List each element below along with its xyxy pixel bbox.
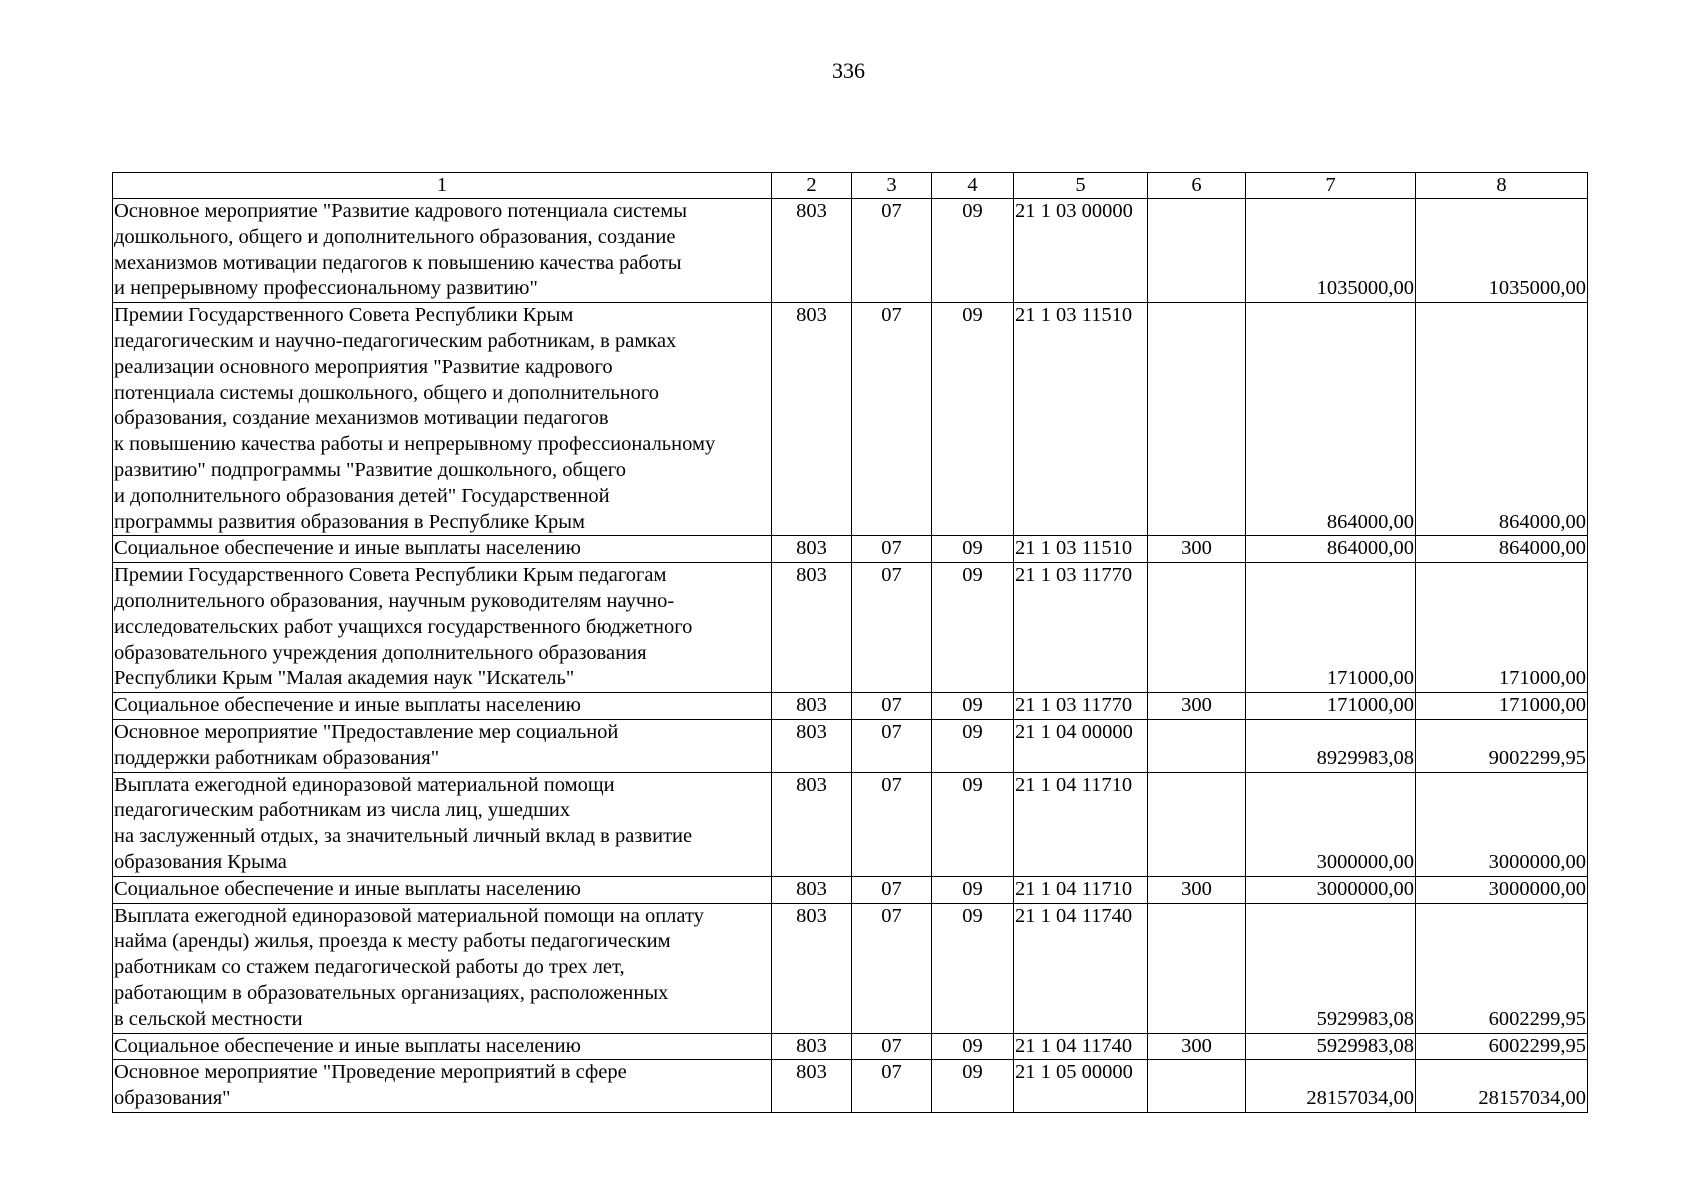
- expense-name-line: Премии Государственного Совета Республики Крым: [114, 304, 574, 327]
- column-header: 7: [1246, 173, 1416, 199]
- ministry-code-cell: 803: [772, 303, 852, 536]
- amount-column-8-cell: 28157034,00: [1416, 1060, 1588, 1113]
- amount-column-8-cell: 9002299,95: [1416, 719, 1588, 772]
- expense-name-line: программы развития образования в Республике Крым: [114, 510, 585, 533]
- subsection-code-cell: 09: [932, 693, 1014, 720]
- expense-name-line: образования": [114, 1087, 231, 1110]
- section-code-cell: 07: [852, 903, 932, 1033]
- table-row: [113, 563, 1588, 693]
- expense-name-line: педагогическим работникам из числа лиц, ушедших: [114, 799, 571, 822]
- target-article-cell: 21 1 03 11770: [1014, 693, 1148, 720]
- expense-name-line: Выплата ежегодной единоразовой материальной помощи на оплату: [114, 904, 704, 927]
- target-article-cell: 21 1 04 00000: [1014, 719, 1148, 772]
- subsection-code-cell: 09: [932, 876, 1014, 903]
- expense-type-cell: [1148, 199, 1246, 303]
- amount-column-7-cell: 171000,00: [1246, 563, 1416, 693]
- section-code-cell: 07: [852, 563, 932, 693]
- table-row: [113, 1033, 1588, 1060]
- expense-name-cell: [113, 772, 772, 876]
- table-row: [113, 772, 1588, 876]
- column-header: 1: [113, 173, 772, 199]
- amount-column-7-cell: 28157034,00: [1246, 1060, 1416, 1113]
- ministry-code-cell: 803: [772, 693, 852, 720]
- page-number: 336: [832, 58, 865, 83]
- expense-name-cell: [113, 199, 772, 303]
- table-row: [113, 719, 1588, 772]
- subsection-code-cell: 09: [932, 719, 1014, 772]
- subsection-code-cell: 09: [932, 1033, 1014, 1060]
- target-article-cell: 21 1 04 11740: [1014, 903, 1148, 1033]
- column-header: 4: [932, 173, 1014, 199]
- expense-type-cell: 300: [1148, 536, 1246, 563]
- table-row: [113, 303, 1588, 536]
- column-header: 2: [772, 173, 852, 199]
- amount-column-7-cell: 3000000,00: [1246, 772, 1416, 876]
- amount-column-8-cell: 1035000,00: [1416, 199, 1588, 303]
- expense-name-line: Социальное обеспечение и иные выплаты населению: [114, 537, 581, 560]
- target-article-cell: 21 1 03 00000: [1014, 199, 1148, 303]
- expense-name-line: Республики Крым "Малая академия наук "Искатель": [114, 667, 575, 690]
- subsection-code-cell: 09: [932, 199, 1014, 303]
- ministry-code-cell: 803: [772, 536, 852, 563]
- expense-name-line: Социальное обеспечение и иные выплаты населению: [114, 694, 581, 717]
- expense-name-line: образования, создание механизмов мотивации педагогов: [114, 407, 609, 430]
- amount-column-7-cell: 1035000,00: [1246, 199, 1416, 303]
- amount-column-7-cell: 8929983,08: [1246, 719, 1416, 772]
- amount-column-8-cell: 3000000,00: [1416, 772, 1588, 876]
- expense-name-line: дошкольного, общего и дополнительного образования, создание: [114, 225, 676, 248]
- expense-name-line: развитию" подпрограммы "Развитие дошкольного, общего: [114, 458, 627, 481]
- expense-name-line: на заслуженный отдых, за значительный личный вклад в развитие: [114, 825, 693, 848]
- target-article-cell: 21 1 03 11510: [1014, 536, 1148, 563]
- expense-name-cell: [113, 563, 772, 693]
- ministry-code-cell: 803: [772, 903, 852, 1033]
- expense-name-line: исследовательских работ учащихся государственного бюджетного: [114, 615, 693, 638]
- amount-column-8-cell: 6002299,95: [1416, 903, 1588, 1033]
- expense-type-cell: [1148, 303, 1246, 536]
- amount-column-8-cell: 6002299,95: [1416, 1033, 1588, 1060]
- expense-type-cell: [1148, 903, 1246, 1033]
- subsection-code-cell: 09: [932, 903, 1014, 1033]
- expense-type-cell: [1148, 1060, 1246, 1113]
- amount-column-7-cell: 171000,00: [1246, 693, 1416, 720]
- column-header: 5: [1014, 173, 1148, 199]
- target-article-cell: 21 1 04 11740: [1014, 1033, 1148, 1060]
- subsection-code-cell: 09: [932, 536, 1014, 563]
- section-code-cell: 07: [852, 693, 932, 720]
- expense-name-line: дополнительного образования, научным руководителям научно-: [114, 589, 675, 612]
- target-article-cell: 21 1 05 00000: [1014, 1060, 1148, 1113]
- expense-name-line: Основное мероприятие "Предоставление мер социальной: [114, 720, 619, 743]
- amount-column-8-cell: 171000,00: [1416, 693, 1588, 720]
- expense-name-line: Выплата ежегодной единоразовой материальной помощи: [114, 773, 615, 796]
- amount-column-7-cell: 5929983,08: [1246, 1033, 1416, 1060]
- subsection-code-cell: 09: [932, 303, 1014, 536]
- amount-column-8-cell: 864000,00: [1416, 536, 1588, 563]
- expense-name-line: Основное мероприятие "Развитие кадрового потенциала системы: [114, 200, 687, 222]
- expense-name-line: Социальное обеспечение и иные выплаты населению: [114, 1034, 581, 1057]
- column-header: 8: [1416, 173, 1588, 199]
- expense-type-cell: 300: [1148, 693, 1246, 720]
- section-code-cell: 07: [852, 1033, 932, 1060]
- expense-type-cell: [1148, 772, 1246, 876]
- expense-name-line: и дополнительного образования детей" Государственной: [114, 484, 610, 507]
- expense-type-cell: [1148, 719, 1246, 772]
- expense-name-line: Основное мероприятие "Проведение мероприятий в сфере: [114, 1061, 627, 1084]
- expense-name-line: потенциала системы дошкольного, общего и дополнительного: [114, 381, 660, 404]
- ministry-code-cell: 803: [772, 1060, 852, 1113]
- expense-type-cell: [1148, 563, 1246, 693]
- expense-name-line: к повышению качества работы и непрерывному профессиональному: [114, 433, 716, 456]
- expense-name-line: реализации основного мероприятия "Развитие кадрового: [114, 355, 613, 378]
- subsection-code-cell: 09: [932, 1060, 1014, 1113]
- ministry-code-cell: 803: [772, 563, 852, 693]
- expense-name-line: работающим в образовательных организациях, расположенных: [114, 981, 669, 1004]
- expense-name-cell: [113, 876, 772, 903]
- expense-name-cell: [113, 303, 772, 536]
- subsection-code-cell: 09: [932, 772, 1014, 876]
- section-code-cell: 07: [852, 536, 932, 563]
- expense-type-cell: 300: [1148, 1033, 1246, 1060]
- ministry-code-cell: 803: [772, 876, 852, 903]
- expense-name-cell: [113, 536, 772, 563]
- section-code-cell: 07: [852, 303, 932, 536]
- budget-table: [112, 172, 1588, 1113]
- expense-name-cell: [113, 1033, 772, 1060]
- section-code-cell: 07: [852, 719, 932, 772]
- ministry-code-cell: 803: [772, 199, 852, 303]
- target-article-cell: 21 1 03 11510: [1014, 303, 1148, 536]
- section-code-cell: 07: [852, 199, 932, 303]
- table-row: [113, 876, 1588, 903]
- expense-name-cell: [113, 693, 772, 720]
- column-header: 6: [1148, 173, 1246, 199]
- amount-column-8-cell: 3000000,00: [1416, 876, 1588, 903]
- section-code-cell: 07: [852, 1060, 932, 1113]
- expense-name-cell: [113, 903, 772, 1033]
- amount-column-7-cell: 864000,00: [1246, 536, 1416, 563]
- target-article-cell: 21 1 04 11710: [1014, 772, 1148, 876]
- table-row: [113, 536, 1588, 563]
- expense-name-line: образовательного учреждения дополнительного образования: [114, 641, 647, 664]
- ministry-code-cell: 803: [772, 1033, 852, 1060]
- expense-name-line: в сельской местности: [114, 1007, 303, 1030]
- expense-type-cell: 300: [1148, 876, 1246, 903]
- amount-column-7-cell: 5929983,08: [1246, 903, 1416, 1033]
- expense-name-line: Социальное обеспечение и иные выплаты населению: [114, 877, 581, 900]
- section-code-cell: 07: [852, 876, 932, 903]
- target-article-cell: 21 1 03 11770: [1014, 563, 1148, 693]
- expense-name-line: найма (аренды) жилья, проезда к месту работы педагогическим: [114, 930, 671, 953]
- table-body: [113, 173, 1588, 1113]
- table-row: [113, 903, 1588, 1033]
- expense-name-cell: [113, 719, 772, 772]
- ministry-code-cell: 803: [772, 719, 852, 772]
- ministry-code-cell: 803: [772, 772, 852, 876]
- column-header: 3: [852, 173, 932, 199]
- section-code-cell: 07: [852, 772, 932, 876]
- table-row: [113, 199, 1588, 303]
- target-article-cell: 21 1 04 11710: [1014, 876, 1148, 903]
- expense-name-cell: [113, 1060, 772, 1113]
- amount-column-8-cell: 864000,00: [1416, 303, 1588, 536]
- expense-name-line: образования Крыма: [114, 850, 287, 873]
- expense-name-line: и непрерывному профессиональному развитию": [114, 277, 538, 300]
- table-row: [113, 1060, 1588, 1113]
- expense-name-line: педагогическим и научно-педагогическим работникам, в рамках: [114, 329, 677, 352]
- expense-name-line: работникам со стажем педагогической работы до трех лет,: [114, 956, 625, 979]
- table-row: [113, 693, 1588, 720]
- amount-column-7-cell: 864000,00: [1246, 303, 1416, 536]
- expense-name-line: механизмов мотивации педагогов к повышению качества работы: [114, 251, 682, 274]
- amount-column-7-cell: 3000000,00: [1246, 876, 1416, 903]
- amount-column-8-cell: 171000,00: [1416, 563, 1588, 693]
- expense-name-line: Премии Государственного Совета Республики Крым педагогам: [114, 564, 667, 587]
- table-header-row: [113, 173, 1588, 199]
- subsection-code-cell: 09: [932, 563, 1014, 693]
- expense-name-line: поддержки работникам образования": [114, 746, 440, 769]
